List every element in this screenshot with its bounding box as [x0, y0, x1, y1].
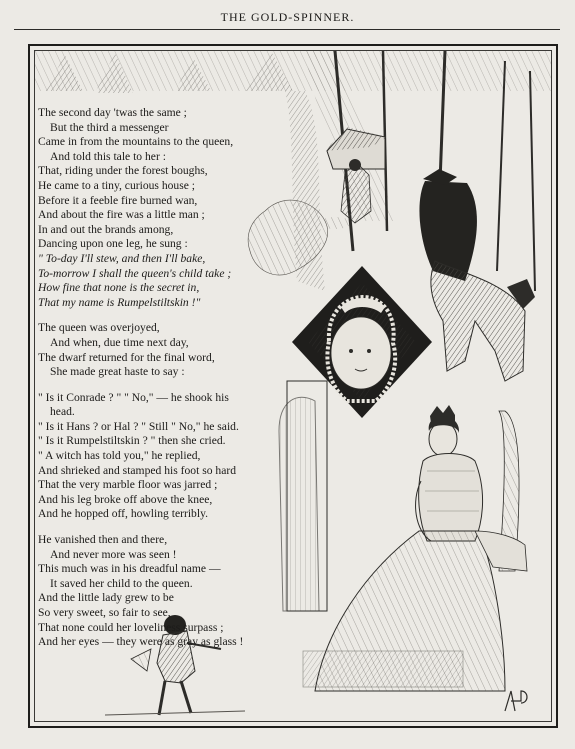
poem-line: The dwarf returned for the final word,	[38, 350, 215, 364]
poem-line: And told this tale to her :	[50, 149, 166, 163]
poem-line: This much was in his dreadful name —	[38, 562, 221, 576]
poem-line: That, riding under the forest boughs,	[38, 164, 208, 178]
poem-line: But the third a messenger	[50, 120, 169, 134]
poem-line: So very sweet, so fair to see,	[38, 606, 171, 619]
poem-line: To-morrow I shall the queen's child take ;	[38, 266, 232, 280]
poem-line: Dancing upon one leg, he sung :	[38, 237, 188, 251]
poem-line: And shrieked and stamped his foot so hard	[38, 463, 237, 477]
poem-line: He came to a tiny, curious house ;	[38, 178, 196, 192]
poem-line: And about the fire was a little man ;	[38, 208, 205, 222]
poem-text	[38, 106, 288, 661]
poem-line: " Is it Rumpelstiltskin ? " then she cried.	[38, 434, 226, 448]
poem-line: Before it a feeble fire burned wan,	[38, 193, 198, 207]
poem-line: " Is it Hans ? or Hal ? " Still " No," he said.	[38, 419, 239, 433]
seated-queen	[279, 381, 527, 691]
poem-line: And he hopped off, howling terribly.	[38, 507, 209, 521]
poem-line: " To-day I'll stew, and then I'll bake,	[38, 251, 206, 265]
poem-line: It saved her child to the queen.	[50, 576, 193, 590]
messenger-on-horse	[419, 169, 535, 381]
poem-line: That the very marble floor was jarred ;	[38, 478, 218, 492]
poem-line: " Is it Conrade ? " " No," — he shook his	[38, 390, 229, 404]
poem-line: That none could her loveliness surpass ;	[38, 620, 224, 634]
poem-line: And his leg broke off above the knee,	[38, 492, 213, 506]
artist-monogram	[505, 691, 527, 711]
poem-line: head.	[50, 405, 75, 419]
poem-line: And the little lady grew to be	[38, 591, 174, 605]
poem-line: The queen was overjoyed,	[38, 321, 160, 335]
poem-stanza	[38, 321, 288, 379]
poem-line: And when, due time next day,	[50, 335, 189, 349]
poem-stanza	[38, 391, 288, 522]
child-portrait-vignette	[292, 266, 432, 418]
poem-line: And her eyes — they were as gray as glass !	[38, 635, 244, 649]
poem-line: In and out the brands among,	[38, 222, 174, 236]
running-title: THE GOLD-SPINNER.	[220, 10, 355, 24]
poem-line: Came in from the mountains to the queen,	[38, 135, 234, 149]
poem-line: How fine that none is the secret in,	[38, 281, 200, 295]
poem-line: " A witch has told you," he replied,	[38, 449, 201, 463]
poem-line: The second day 'twas the same ;	[38, 106, 187, 119]
poem-line: She made great haste to say :	[50, 365, 185, 379]
poem-stanza	[38, 106, 288, 310]
header-rule	[14, 29, 560, 30]
poem-stanza	[38, 533, 288, 650]
poem-line: He vanished then and there,	[38, 533, 168, 547]
poem-line: That my name is Rumpelstiltskin !"	[38, 295, 201, 309]
poem-line: And never more was seen !	[50, 547, 177, 561]
